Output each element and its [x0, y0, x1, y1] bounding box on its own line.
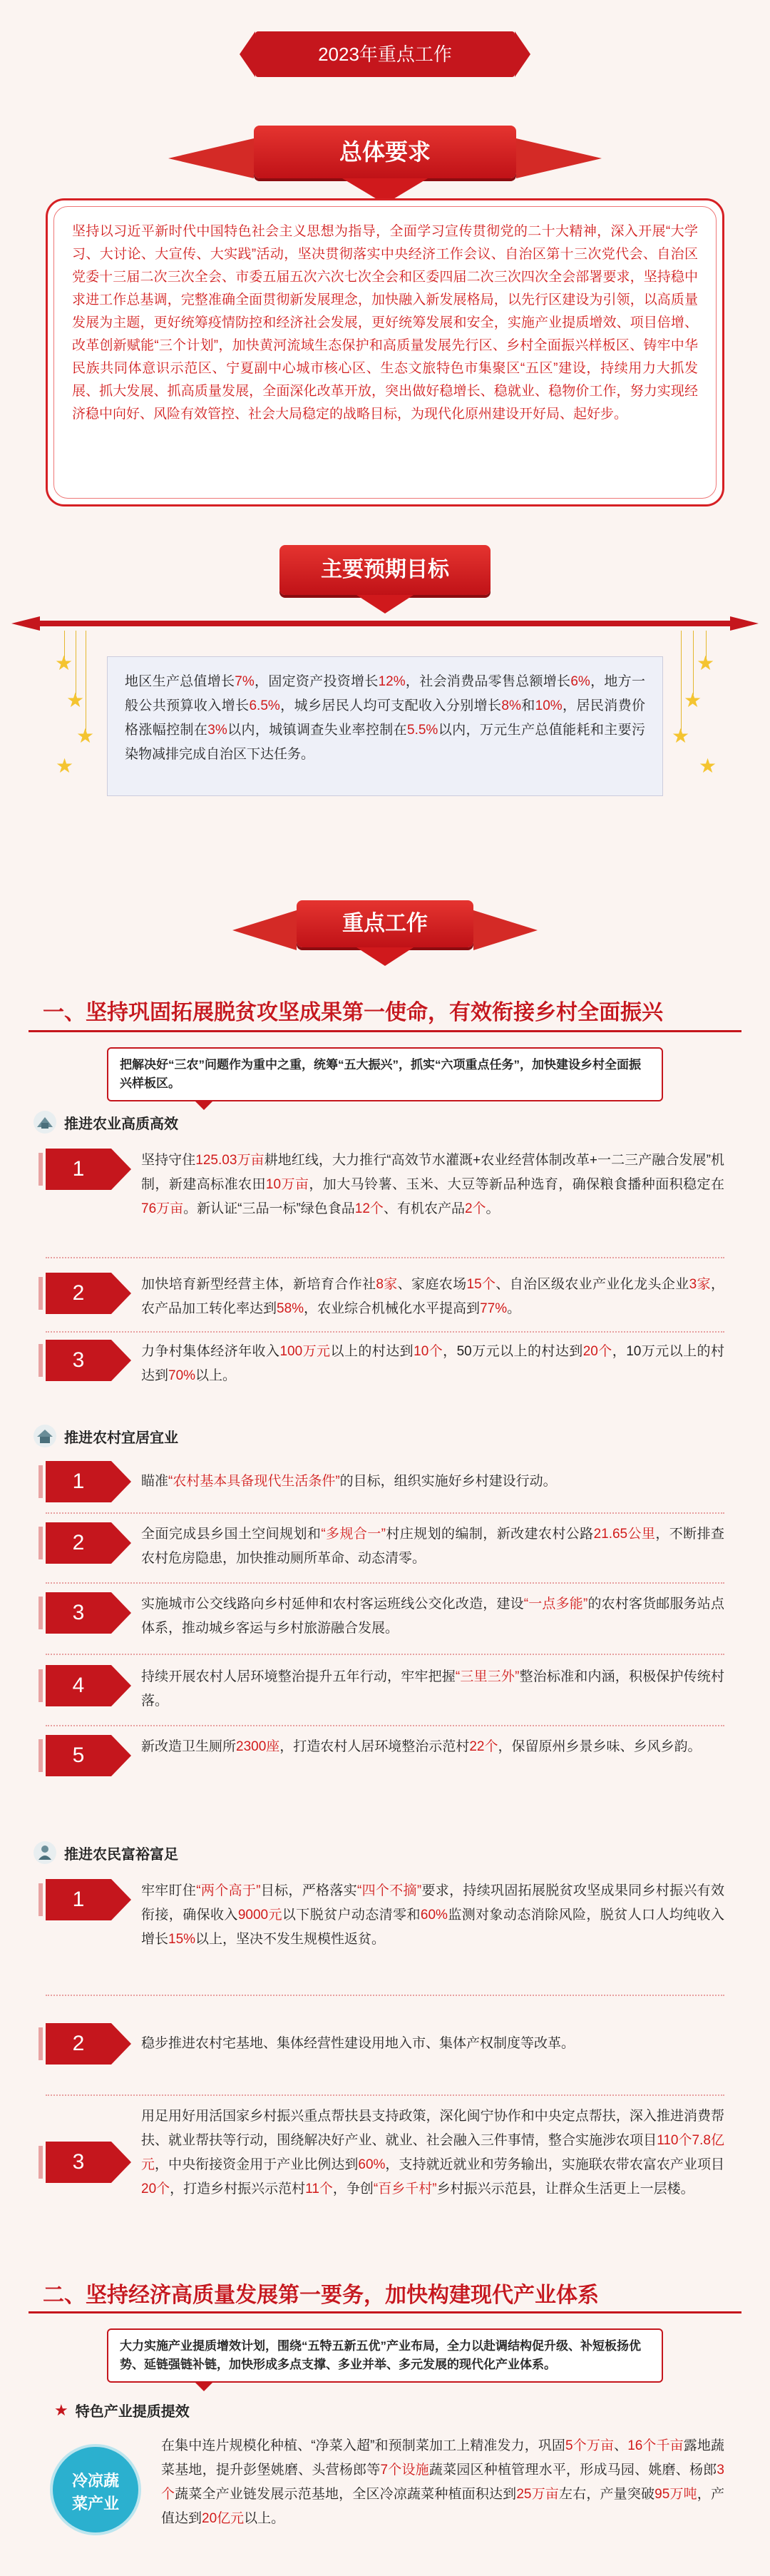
list-item [46, 1879, 724, 1952]
star-icon: ★ [697, 652, 715, 674]
star-icon: ★ [56, 755, 74, 777]
goals-ribbon [279, 545, 491, 595]
item-text: 实施城市公交线路向乡村延伸和农村客运班线公交化改造，建设“一点多能”的农村客货邮服务站点体系，推动城乡客运与乡村旅游融合发展。 [141, 1597, 724, 1636]
section1-intro: 把解决好“三农”问题作为重中之重，统筹“五大振兴”，抓实“六项重点任务”，加快建设乡村全面振兴样板区。 [107, 1047, 663, 1101]
key-work-ribbon [297, 900, 473, 947]
item-number: 1 [46, 1461, 111, 1502]
item-number: 3 [46, 1592, 111, 1634]
item-text: 全面完成县乡国土空间规划和“多规合一”村庄规划的编制，新改建农村公路21.65公里，不断排查农村危房隐患，加快推动厕所革命、动态清零。 [141, 1527, 724, 1566]
list-item [46, 1522, 724, 1571]
item-number: 2 [46, 1273, 111, 1314]
requirements-box [46, 198, 724, 506]
star-icon: ★ [76, 725, 95, 747]
page-top-title: 2023年重点工作 [255, 31, 515, 77]
section2-title: 二、坚持经济高质量发展第一要务，加快构建现代产业体系 [43, 2284, 599, 2307]
cool-vegetable-badge: 冷凉蔬 菜产业 [50, 2444, 141, 2535]
star-icon: ★ [66, 689, 85, 711]
list-item [46, 1149, 724, 1221]
item-text: 瞄准“农村基本具备现代生活条件”的目标，组织实施好乡村建设行动。 [141, 1474, 557, 1489]
item-number: 2 [46, 1522, 111, 1564]
list-item [46, 2104, 724, 2201]
item-text: 稳步推进农村宅基地、集体经营性建设用地入市、集体产权制度等改革。 [141, 2036, 575, 2051]
item-number: 3 [46, 2142, 111, 2183]
list-item [46, 2023, 724, 2065]
cool-vegetable-text: 在集中连片规模化种植、“净菜入超”和预制菜加工上精准发力，巩固5个万亩、16个千亩露地蔬菜基地，提升彭堡姚磨、头营杨郎等7个设施蔬菜园区种植管理水平，形成马园、姚磨、杨郎3个蔬菜全产业链发展示范基地，全区冷凉蔬菜种植面积达到25万亩左右，产量突破95万吨，产值达到20亿元以上。 [161, 2438, 724, 2526]
item-number: 1 [46, 1149, 111, 1190]
list-item [46, 1735, 724, 1776]
section1-rule [29, 1030, 741, 1032]
item-text: 加快培育新型经营主体，新培育合作社8家、家庭农场15个、自治区级农业产业化龙头企业3家，农产品加工转化率达到58%，农业综合机械化水平提高到77%。 [141, 1277, 724, 1316]
section1-title: 一、坚持巩固拓展脱贫攻坚成果第一使命，有效衔接乡村全面振兴 [43, 1001, 663, 1024]
list-item [46, 1273, 724, 1321]
feature-head: ★ 特色产业提质提效 [54, 2401, 190, 2420]
item-text: 牢牢盯住“两个高于”目标，严格落实“四个不摘”要求，持续巩固拓展脱贫攻坚成果同乡村振兴有效衔接，确保收入9000元以下脱贫户动态清零和60%监测对象动态消除风险，脱贫人口人均纯收入增长15%以上，坚决不发生规模性返贫。 [141, 1883, 724, 1947]
requirements-body: 坚持以习近平新时代中国特色社会主义思想为指导，全面学习宣传贯彻党的二十大精神，深入开展“大学习、大讨论、大宣传、大实践”活动，坚决贯彻落实中央经济工作会议、自治区第十三次党代会、自治区党委十三届二次三次全会、市委五届五次六次七次全会和区委四届二次三次四次全会部署要求，坚持稳中求进工作总基调，完整准确全面贯彻新发展理念，加快融入新发展格局，以先行区建设为引领，以高质量发展为主题，更好统筹疫情防控和经济社会发展，更好统筹发展和安全，实施产业提质增效、项目倍增、改革创新赋能“三个计划”，加快黄河流域生态保护和高质量发展先行区、乡村全面振兴样板区、铸牢中华民族共同体意识示范区、宁夏副中心城市核心区、生态文旅特色市集聚区“五区”建设，持续用力大抓发展、抓大发展、抓高质量发展，全面深化改革开放，突出做好稳增长、稳就业、稳物价工作，努力实现经济稳中向好、风险有效管控、社会大局稳定的战略目标，为现代化原州建设开好局、起好步。 [72, 224, 698, 422]
item-number: 5 [46, 1735, 111, 1776]
star-icon: ★ [684, 689, 702, 711]
item-text: 力争村集体经济年收入100万元以上的村达到10个，50万元以上的村达到20个，10万元以上的村达到70%以上。 [141, 1344, 724, 1383]
group-head: 推进农业高质高效 [33, 1110, 178, 1134]
list-item [46, 1461, 724, 1502]
section2-rule [29, 2311, 741, 2313]
star-icon: ★ [55, 652, 73, 674]
item-number: 2 [46, 2023, 111, 2065]
list-item [46, 1340, 724, 1388]
item-text: 坚持守住125.03万亩耕地红线，大力推行“高效节水灌溉+农业经营体制改革+一二三产融合发展”机制，新建高标准农田10万亩，加大马铃薯、玉米、大豆等新品种选育，确保粮食播种面积稳定在76万亩。新认证“三品一标”绿色食品12个、有机农产品2个。 [141, 1153, 724, 1216]
goals-box [107, 656, 663, 796]
item-number: 4 [46, 1665, 111, 1706]
group-head: 推进农村宜居宜业 [33, 1424, 178, 1448]
star-icon: ★ [699, 755, 717, 777]
goals-title: 主要预期目标 [321, 558, 449, 581]
section2-intro: 大力实施产业提质增效计划，围绕“五特五新五优”产业布局，全力以赴调结构促升级、补短板扬优势、延链强链补链，加快形成多点支撑、多业并举、多元发展的现代化产业体系。 [107, 2328, 663, 2383]
item-text: 持续开展农村人居环境整治提升五年行动，牢牢把握“三里三外”整治标准和内涵，积极保护传统村落。 [141, 1669, 724, 1709]
star-icon: ★ [672, 725, 690, 747]
item-number: 3 [46, 1340, 111, 1381]
item-text: 用足用好用活国家乡村振兴重点帮扶县支持政策，深化闽宁协作和中央定点帮扶，深入推进消费帮扶、就业帮扶等行动，围绕解决好产业、就业、社会融入三件事情，整合实施涉农项目110个7.8亿元，中央衔接资金用于产业比例达到60%，支持就近就业和劳务输出，实施联农带农富农产业项目20个，打造乡村振兴示范村11个，争创“百乡千村”乡村振兴示范县，让群众生活更上一层楼。 [141, 2109, 724, 2196]
item-number: 1 [46, 1879, 111, 1920]
goals-text: 地区生产总值增长7%，固定资产投资增长12%，社会消费品零售总额增长6%，地方一般公共预算收入增长6.5%，城乡居民人均可支配收入分别增长8%和10%，居民消费价格涨幅控制在3%以内，城镇调查失业率控制在5.5%以内，万元生产总值能耗和主要污染物减排完成自治区下达任务。 [125, 674, 645, 762]
group-head: 推进农民富裕富足 [33, 1841, 178, 1865]
house-icon [33, 1424, 57, 1448]
list-item [46, 1665, 724, 1714]
star-bullet-icon: ★ [54, 2401, 68, 2419]
people-icon [33, 1841, 57, 1865]
requirements-title: 总体要求 [339, 139, 431, 165]
goals-divider [11, 616, 759, 631]
farm-icon [33, 1110, 57, 1134]
key-work-title: 重点工作 [342, 912, 428, 935]
requirements-ribbon [254, 126, 516, 178]
list-item [46, 1592, 724, 1641]
item-text: 新改造卫生厕所2300座，打造农村人居环境整治示范村22个，保留原州乡景乡味、乡风乡韵。 [141, 1739, 702, 1754]
